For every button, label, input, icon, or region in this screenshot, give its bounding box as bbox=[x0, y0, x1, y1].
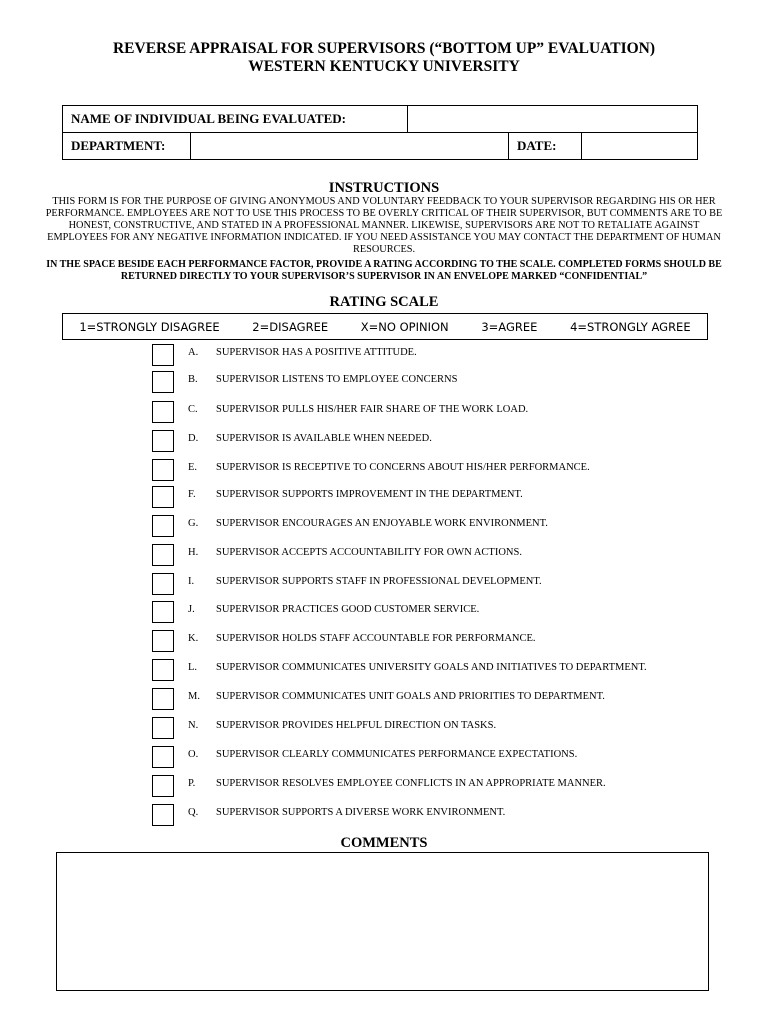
rating-box[interactable] bbox=[152, 601, 174, 623]
item-letter: K. bbox=[188, 633, 199, 644]
rating-box[interactable] bbox=[152, 659, 174, 681]
item-text: SUPERVISOR IS RECEPTIVE TO CONCERNS ABOUT HIS/HER PERFORMANCE. bbox=[216, 462, 590, 473]
department-label: DEPARTMENT: bbox=[63, 133, 191, 160]
item-letter: F. bbox=[188, 489, 196, 500]
scale-option-x: X=NO OPINION bbox=[360, 319, 449, 334]
rating-box[interactable] bbox=[152, 430, 174, 452]
comments-field[interactable] bbox=[56, 852, 709, 991]
item-letter: C. bbox=[188, 404, 198, 415]
rating-box[interactable] bbox=[152, 573, 174, 595]
item-letter: D. bbox=[188, 433, 199, 444]
rating-box[interactable] bbox=[152, 804, 174, 826]
department-field[interactable] bbox=[191, 133, 509, 160]
item-text: SUPERVISOR SUPPORTS STAFF IN PROFESSIONAL DEVELOPMENT. bbox=[216, 576, 542, 587]
rating-scale-heading: RATING SCALE bbox=[329, 294, 439, 310]
instructions-heading: INSTRUCTIONS bbox=[328, 180, 440, 196]
scale-option-2: 2=DISAGREE bbox=[252, 319, 329, 334]
item-text: SUPERVISOR ENCOURAGES AN ENJOYABLE WORK ENVIRONMENT. bbox=[216, 518, 548, 529]
item-letter: J. bbox=[188, 604, 195, 615]
item-text: SUPERVISOR HOLDS STAFF ACCOUNTABLE FOR PERFORMANCE. bbox=[216, 633, 536, 644]
scale-option-4: 4=STRONGLY AGREE bbox=[570, 319, 691, 334]
rating-box[interactable] bbox=[152, 401, 174, 423]
item-letter: P. bbox=[188, 778, 196, 789]
item-text: SUPERVISOR SUPPORTS A DIVERSE WORK ENVIRONMENT. bbox=[216, 807, 506, 818]
item-text: SUPERVISOR COMMUNICATES UNIVERSITY GOALS AND INITIATIVES TO DEPARTMENT. bbox=[216, 662, 647, 673]
item-text: SUPERVISOR LISTENS TO EMPLOYEE CONCERNS bbox=[216, 374, 458, 385]
rating-box[interactable] bbox=[152, 371, 174, 393]
rating-box[interactable] bbox=[152, 717, 174, 739]
rating-box[interactable] bbox=[152, 775, 174, 797]
item-letter: N. bbox=[188, 720, 199, 731]
item-letter: G. bbox=[188, 518, 199, 529]
item-text: SUPERVISOR SUPPORTS IMPROVEMENT IN THE DEPARTMENT. bbox=[216, 489, 523, 500]
rating-box[interactable] bbox=[152, 746, 174, 768]
item-letter: B. bbox=[188, 374, 198, 385]
comments-heading: COMMENTS bbox=[340, 835, 428, 851]
rating-box[interactable] bbox=[152, 344, 174, 366]
item-letter: O. bbox=[188, 749, 199, 760]
date-label: DATE: bbox=[509, 133, 582, 160]
name-field[interactable] bbox=[408, 106, 698, 133]
rating-box[interactable] bbox=[152, 630, 174, 652]
item-text: SUPERVISOR COMMUNICATES UNIT GOALS AND PRIORITIES TO DEPARTMENT. bbox=[216, 691, 605, 702]
rating-scale-legend bbox=[62, 313, 708, 340]
item-text: SUPERVISOR PRACTICES GOOD CUSTOMER SERVICE. bbox=[216, 604, 480, 615]
rating-box[interactable] bbox=[152, 486, 174, 508]
item-text: SUPERVISOR RESOLVES EMPLOYEE CONFLICTS IN AN APPROPRIATE MANNER. bbox=[216, 778, 606, 789]
rating-box[interactable] bbox=[152, 459, 174, 481]
scale-option-1: 1=STRONGLY DISAGREE bbox=[79, 319, 220, 334]
rating-box[interactable] bbox=[152, 544, 174, 566]
item-text: SUPERVISOR PROVIDES HELPFUL DIRECTION ON TASKS. bbox=[216, 720, 497, 731]
item-text: SUPERVISOR ACCEPTS ACCOUNTABILITY FOR OWN ACTIONS. bbox=[216, 547, 522, 558]
item-letter: A. bbox=[188, 347, 199, 358]
item-letter: Q. bbox=[188, 807, 199, 818]
date-field[interactable] bbox=[582, 133, 698, 160]
instructions-note: IN THE SPACE BESIDE EACH PERFORMANCE FACTOR, PROVIDE A RATING ACCORDING TO THE SCALE. COMPLETED FORMS SHOULD BE RETURNED DIRECTLY TO YOUR SUPERVISOR’S SUPERVISOR IN AN ENVELOPE MARKED “CONFIDENTIAL” bbox=[46, 259, 722, 282]
rating-box[interactable] bbox=[152, 515, 174, 537]
item-letter: L. bbox=[188, 662, 198, 673]
item-text: SUPERVISOR CLEARLY COMMUNICATES PERFORMANCE EXPECTATIONS. bbox=[216, 749, 578, 760]
item-text: SUPERVISOR PULLS HIS/HER FAIR SHARE OF THE WORK LOAD. bbox=[216, 404, 529, 415]
scale-option-3: 3=AGREE bbox=[481, 319, 538, 334]
item-letter: H. bbox=[188, 547, 199, 558]
item-letter: E. bbox=[188, 462, 198, 473]
name-label: NAME OF INDIVIDUAL BEING EVALUATED: bbox=[63, 106, 408, 133]
institution-name: WESTERN KENTUCKY UNIVERSITY bbox=[248, 58, 520, 75]
form-title: REVERSE APPRAISAL FOR SUPERVISORS (“BOTTOM UP” EVALUATION) bbox=[112, 40, 656, 57]
rating-box[interactable] bbox=[152, 688, 174, 710]
item-text: SUPERVISOR HAS A POSITIVE ATTITUDE. bbox=[216, 347, 417, 358]
department-row bbox=[62, 132, 698, 160]
item-letter: I. bbox=[188, 576, 195, 587]
instructions-text: THIS FORM IS FOR THE PURPOSE OF GIVING ANONYMOUS AND VOLUNTARY FEEDBACK TO YOUR SUPERVISOR REGARDING HIS OR HER PERFORMANCE. EMPLOYEES ARE NOT TO USE THIS PROCESS TO BE OVERLY CRITICAL OF THEIR SUPERVISOR, BUT COMMENTS ARE TO BE HONEST, CONSTRUCTIVE, AND STATED IN A PROFESSIONAL MANNER. LIKEWISE, SUPERVISORS ARE NOT TO RETALIATE AGAINST EMPLOYEES FOR ANY NEGATIVE INFORMATION INDICATED. IF YOU NEED ASSISTANCE YOU MAY CONTACT THE DEPARTMENT OF HUMAN RESOURCES. bbox=[45, 196, 723, 255]
name-row bbox=[62, 105, 698, 133]
item-text: SUPERVISOR IS AVAILABLE WHEN NEEDED. bbox=[216, 433, 432, 444]
item-letter: M. bbox=[188, 691, 200, 702]
